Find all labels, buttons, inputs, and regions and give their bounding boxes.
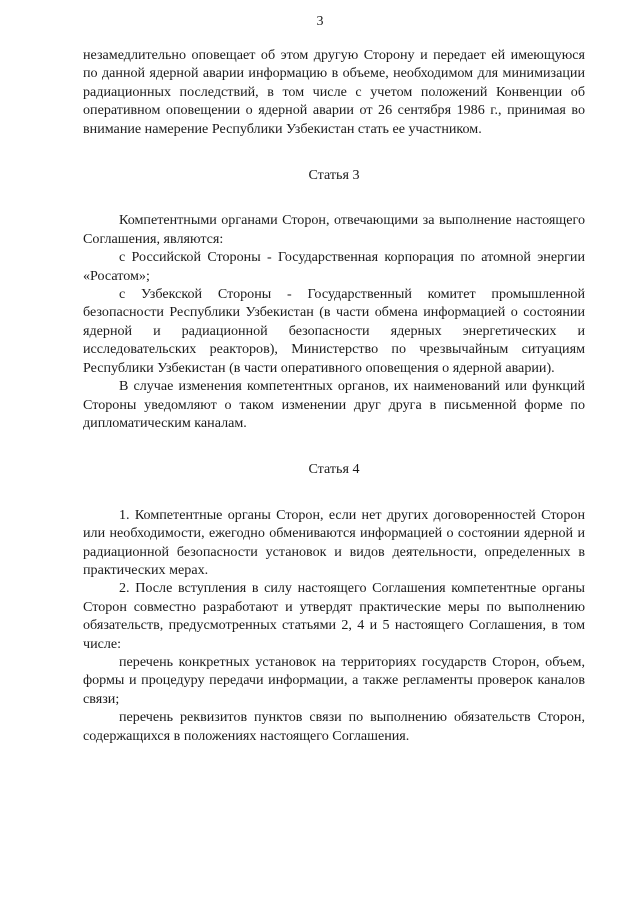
article-4-paragraph: 1. Компетентные органы Сторон, если нет других договоренностей Сторон или необходимости, ежегодно обмениваются информацией о состоянии ядерной и радиационной безопасности установок и видов деятельности, определенных в практических мерах. [83,506,585,578]
article-3-paragraph: с Узбекской Стороны - Государственный комитет промышленной безопасности Республики Узбекистан (в части обмена информацией о состоянии ядерной и радиационной безопасности ядерных энергетических и исследовательских реакторов), Министерство по чрезвычайным ситуациям Республики Узбекистан (в части оперативного оповещения о ядерной аварии). [83,286,585,376]
article-3-paragraph: с Российской Стороны - Государственная корпорация по атомной энергии «Росатом»; [83,249,585,284]
intro-paragraph: незамедлительно оповещает об этом другую Сторону и передает ей имеющуюся по данной ядерной аварии информацию в объеме, необходимом для минимизации радиационных последствий, в том числе с учетом положений Конвенции об оперативном оповещении о ядерной аварии от 26 сентября 1986 г., принимая во внимание намерение Республики Узбекистан стать ее участником. [83,47,585,137]
article-4-paragraph: 2. После вступления в силу настоящего Соглашения компетентные органы Сторон совместно разработают и утвердят практические меры по выполнению обязательств, предусмотренных статьями 2, 4 и 5 настоящего Соглашения, в том числе: [83,580,585,652]
article-3-paragraph: В случае изменения компетентных органов, их наименований или функций Стороны уведомляют о таком изменении друг друга в письменной форме по дипломатическим каналам. [83,378,585,431]
article-4-heading: Статья 4 [308,461,360,478]
article-4-paragraph: перечень конкретных установок на территориях государств Сторон, объем, формы и процедуру передачи информации, а также регламенты проверок каналов связи; [83,653,585,707]
article-3-paragraph: Компетентными органами Сторон, отвечающими за выполнение настоящего Соглашения, являются: [83,212,585,247]
article-4-paragraph: перечень реквизитов пунктов связи по выполнению обязательств Сторон, содержащихся в положениях настоящего Соглашения. [83,709,585,744]
document-body [83,46,585,745]
page-number: 3 [316,14,324,29]
article-3-heading: Статья 3 [308,167,360,184]
